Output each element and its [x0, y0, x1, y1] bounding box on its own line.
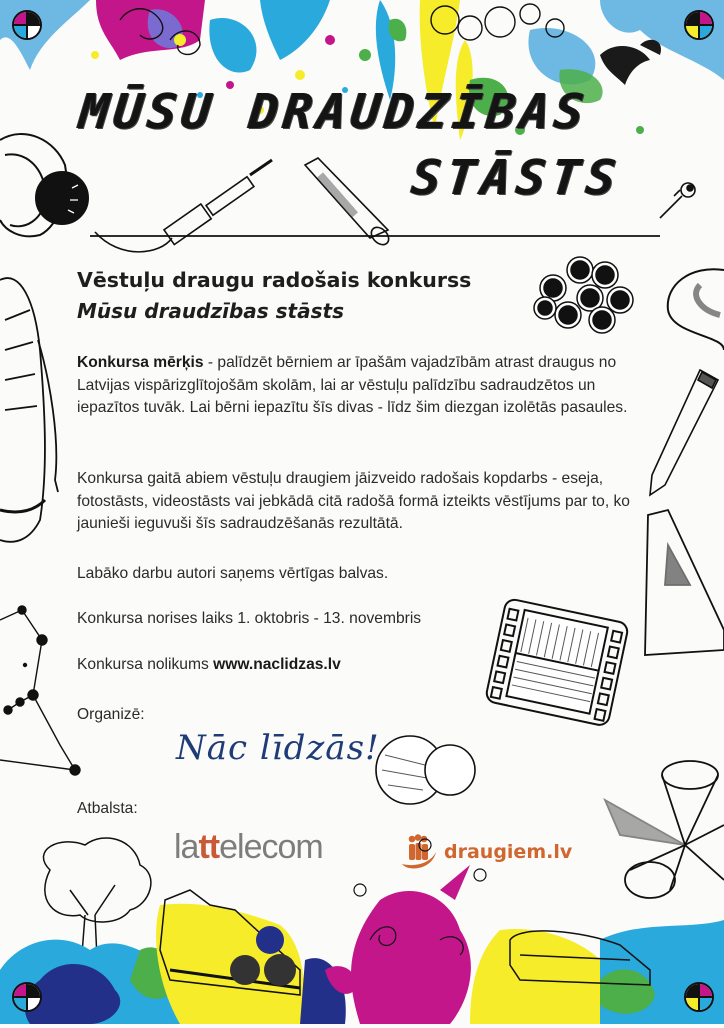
header-illustrations	[0, 120, 724, 260]
film-strip-icon	[485, 598, 629, 727]
rules-label: Konkursa nolikums	[77, 656, 214, 673]
lattelecom-logo-post: elecom	[219, 828, 323, 866]
letter-a-icon	[645, 510, 724, 655]
dates-text: Konkursa norises laiks 1. oktobris - 13. novembris	[77, 610, 422, 627]
lattelecom-logo-mark: tt	[198, 828, 220, 866]
organizer-label: Organizē:	[77, 706, 145, 723]
audio-jack-icon	[95, 160, 272, 252]
rules-link[interactable]: www.naclidzas.lv	[213, 656, 341, 673]
registration-mark-bottom-right	[684, 982, 714, 1012]
molecule-icon	[534, 257, 633, 333]
poster-title-line1: MŪSU DRAUDZĪBAS	[77, 84, 592, 140]
nac-lidzas-logo: Nāc līdzās!	[176, 728, 380, 768]
draugiem-logo-text: draugiem.lv	[444, 841, 573, 863]
bird-icon	[600, 40, 661, 85]
subheadline: Mūsu draudzības stāsts	[77, 299, 344, 323]
process-paragraph: Konkursa gaitā abiem vēstuļu draugiem jāizveido radošais kopdarbs - eseja, fotostāsts, videostāsts vai jebkādā citā radošā formā izteikts vēstījums par to, ko jaunieši ieguvuši šīs sadraudzēšanās rezultātā.	[77, 470, 630, 532]
sneaker-icon	[0, 278, 58, 542]
registration-mark-top-left	[12, 10, 42, 40]
headline: Vēstuļu draugu radošais konkurss	[77, 268, 472, 292]
side-illustrations	[0, 240, 724, 900]
letter-s-icon	[668, 269, 724, 350]
flashlight-icon	[305, 158, 392, 248]
planets-icon	[376, 736, 475, 804]
lattelecom-logo-pre: la	[174, 828, 199, 866]
constellation-icon	[0, 606, 80, 775]
poster-title-line2: STĀSTS	[409, 150, 625, 206]
goal-lead: Konkursa mērķis	[77, 354, 204, 371]
bottom-paint-splatter	[0, 830, 724, 1024]
pencil-icon	[650, 370, 718, 495]
goal-text: - palīdzēt bērniem ar īpašām vajadzībām atrast draugus no Latvijas vispārizglītojošām skolām, lai ar vēstuļu palīdzību sadraudzētos un iepazītos tuvāk. Lai bērni iepazītu šīs divas - līdz šim diezgan izolētās pasaules.	[77, 354, 628, 416]
registration-mark-bottom-left	[12, 982, 42, 1012]
prizes-text: Labāko darbu autori saņems vērtīgas balvas.	[77, 565, 389, 582]
headphones-icon	[0, 134, 88, 236]
sponsors-label: Atbalsta:	[77, 800, 138, 817]
registration-mark-top-right	[684, 10, 714, 40]
pushpin-icon	[660, 183, 695, 218]
